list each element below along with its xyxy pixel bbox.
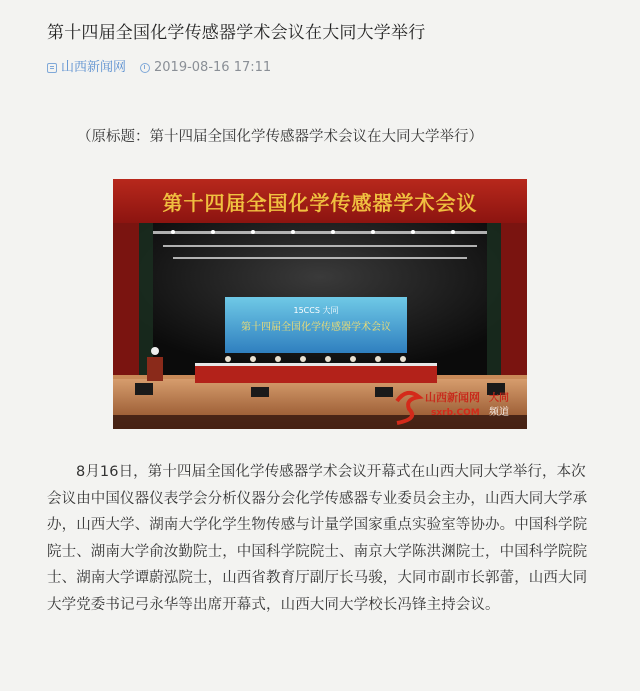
article-photo xyxy=(113,179,527,429)
article-title: 第十四届全国化学传感器学术会议在大同大学举行 xyxy=(47,23,426,43)
watermark-site: 山西新闻网 xyxy=(425,391,480,404)
watermark-sub: 频道 xyxy=(489,407,509,418)
watermark-channel: 大同 xyxy=(489,393,509,404)
publish-datetime: 2019-08-16 17:11 xyxy=(154,60,272,75)
screen-line-2: 第十四届全国化学传感器学术会议 xyxy=(241,322,391,333)
document-icon xyxy=(47,63,57,73)
screen-line-1: 15CCS 大同 xyxy=(293,306,339,315)
original-title: （原标题：第十四届全国化学传感器学术会议在大同大学举行） xyxy=(77,129,483,145)
clock-icon xyxy=(140,63,150,73)
source-link[interactable]: 山西新闻网 xyxy=(61,60,127,75)
article-meta xyxy=(47,58,271,78)
watermark-url: sxrb.COM xyxy=(431,408,480,418)
banner-text: 第十四届全国化学传感器学术会议 xyxy=(162,191,478,215)
article-body: 8月16日，第十四届全国化学传感器学术会议开幕式在山西大同大学举行，本次会议由中国仪器仪表学会分析仪器分会化学传感器专业委员会主办，山西大同大学承办，山西大学、湖南大学化学生物传感与计量学国家重点实验室等协办。中国科学院院士、湖南大学俞汝勤院士，中国科学院院士、南京大学陈洪渊院士，中国科学院院士、湖南大学谭蔚泓院士，山西省教育厅副厅长马骏，大同市副市长郭蕾，山西大同大学党委书记弓永华等出席开幕式，山西大同大学校长冯锋主持会议。 xyxy=(47,464,588,613)
